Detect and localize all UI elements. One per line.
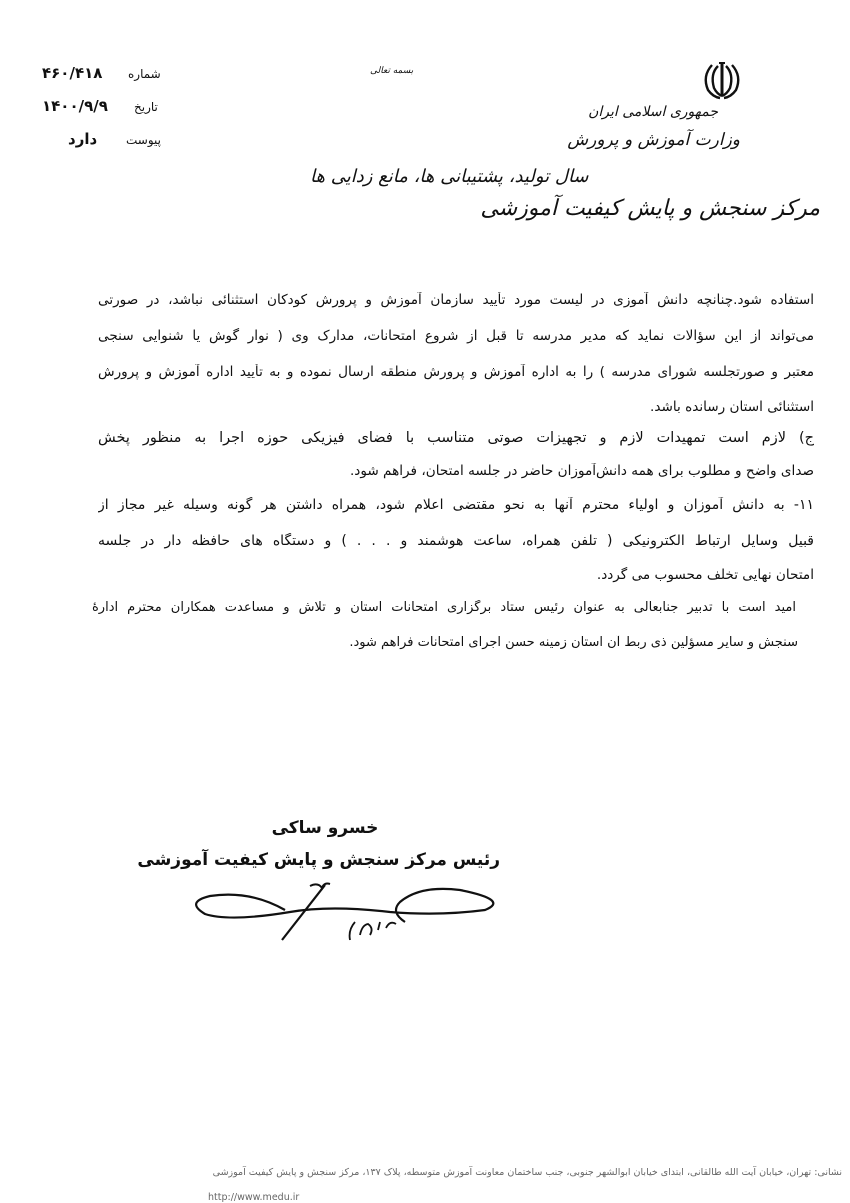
number-label: شماره (128, 67, 161, 81)
signatory-name: خسرو ساکی (271, 818, 379, 838)
body-line: امتحان نهایی تخلف محسوب می گردد. (596, 567, 814, 583)
year-slogan: سال تولید، پشتیبانی ها، مانع زدایی ها (310, 166, 589, 187)
body-line: استثنائی استان رسانده باشد. (650, 399, 814, 415)
body-line: قبیل وسایل ارتباط الکترونیکی ( تلفن همراه، ساعت هوشمند و . . . ) و دستگاه های حافظه دار در جلسه (98, 533, 814, 549)
body-line: امید است با تدبیر جنابعالی به عنوان رئیس ستاد برگزاری امتحانات استان و تلاش و مساعدت همکاران محترم ادارهٔ (92, 600, 796, 615)
date-value: ۱۴۰۰/۹/۹ (42, 97, 108, 115)
body-line: صدای واضح و مطلوب برای همه دانش‌آموزان حاضر در جلسه امتحان، فراهم شود. (349, 463, 814, 479)
footer-website[interactable]: http://www.medu.ir (208, 1192, 300, 1203)
body-line: می‌تواند از این سؤالات نماید که مدیر مدرسه تا قبل از شروع امتحانات، مدارک وی ( نوار گوش یا شنوایی سنجی (98, 328, 814, 344)
basmala: بسمه تعالی (370, 66, 414, 76)
ministry-name: وزارت آموزش و پرورش (567, 130, 740, 150)
number-value: ۴۶۰/۴۱۸ (42, 64, 103, 82)
body-line: ج) لازم است تمهیدات لازم و تجهیزات صوتی متناسب با فضای فیزیکی حوزه اجرا به منظور پخش (98, 430, 814, 446)
attachment-value: دارد (68, 130, 98, 148)
date-label: تاریخ (134, 100, 158, 114)
organization-name: مرکز سنجش و پایش کیفیت آموزشی (480, 196, 820, 221)
handwritten-signature (190, 880, 500, 960)
body-line: معتبر و صورتجلسه شورای مدرسه ) را به اداره آموزش و پرورش منطقه ارسال نموده و به تأیید اداره آموزش و پرورش (98, 364, 814, 380)
signatory-title: رئیس مرکز سنجش و پایش کیفیت آموزشی (137, 850, 500, 870)
country-name: جمهوری اسلامی ایران (588, 104, 718, 120)
footer-address: نشانی: تهران، خیابان آیت الله طالقانی، ابتدای خیابان ابوالشهر جنوبی، جنب ساختمان معاونت آموزش متوسطه، پلاک ۱۳۷، مرکز سنجش و پایش کیفیت آموزشی (212, 1167, 842, 1178)
attachment-label: پیوست (126, 133, 161, 147)
iran-emblem-icon (700, 60, 744, 100)
body-line: استفاده شود.چنانچه دانش آموزی در لیست مورد تأیید سازمان آموزش و پرورش کودکان استثنائی نباشد، در صورتی (98, 292, 814, 308)
body-line: سنجش و سایر مسؤلین ذی ربط آن استان زمینه حسن اجرای امتحانات فراهم شود. (349, 635, 798, 650)
body-line: ۱۱- به دانش آموزان و اولیاء محترم آنها به نحو مقتضی اعلام شود، همراه داشتن هر گونه وسیله غیر مجاز از (98, 497, 814, 513)
